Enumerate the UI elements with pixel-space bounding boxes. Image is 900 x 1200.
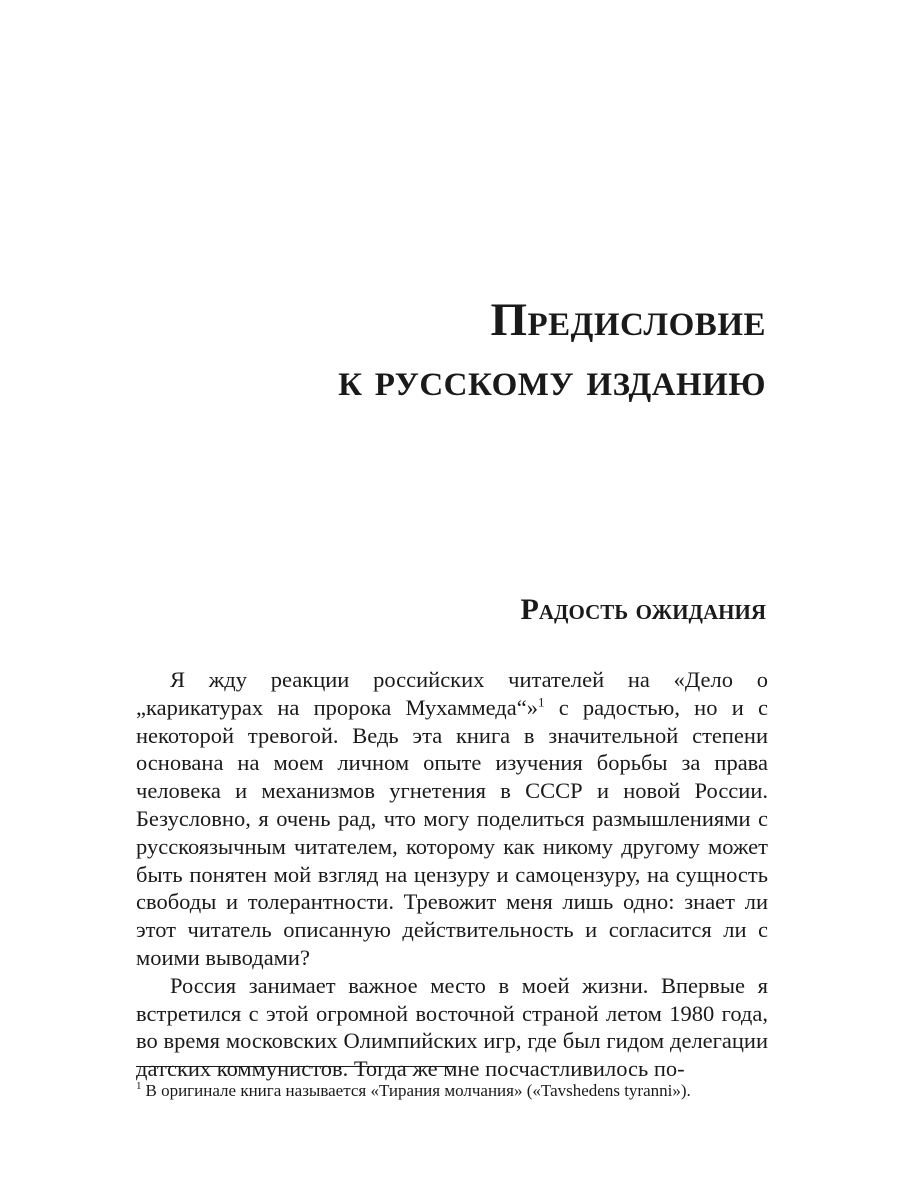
footnote-divider xyxy=(136,1066,454,1067)
footnote-marker: 1 xyxy=(136,1080,142,1093)
body-text xyxy=(136,666,768,1083)
footnote xyxy=(136,1080,691,1102)
paragraph-2: Россия занимает важное место в моей жизни. Впервые я встретился с этой огромной восточной страной летом 1980 года, во время московских Олимпийских игр, где был гидом делегации датских коммунистов. Тогда же мне посчастливилось по- xyxy=(136,972,768,1082)
chapter-title-line-1: Предисловие xyxy=(490,294,766,346)
footnote-text: В оригинале книга называется «Тирания молчания» («Tavshedens tyranni»). xyxy=(145,1081,691,1100)
paragraph-1 xyxy=(136,666,768,972)
paragraph-1-text-a: Я жду реакции российских читателей на «Дело о „карикатурах на пророка Мухаммеда“» xyxy=(136,667,768,720)
section-title: Радость ожидания xyxy=(520,593,766,626)
paragraph-1-text-b: с радостью, но и с некоторой тревогой. Ведь эта книга в значительной степени основана на моем личном опыте изучения борьбы за права человека и механизмов угнетения в СССР и новой России. Безусловно, я очень рад, что могу поделиться размышлениями с русскоязычным читателем, которому как никому другому может быть понятен мой взгляд на цензуру и самоцензуру, на сущность свободы и толерантности. Тревожит меня лишь одно: знает ли этот читатель описанную действительность и согласится ли с моими выводами? xyxy=(136,694,768,970)
chapter-title-line-2: к русскому изданию xyxy=(338,354,766,406)
footnote-reference[interactable]: 1 xyxy=(537,694,545,710)
chapter-title xyxy=(338,290,766,410)
